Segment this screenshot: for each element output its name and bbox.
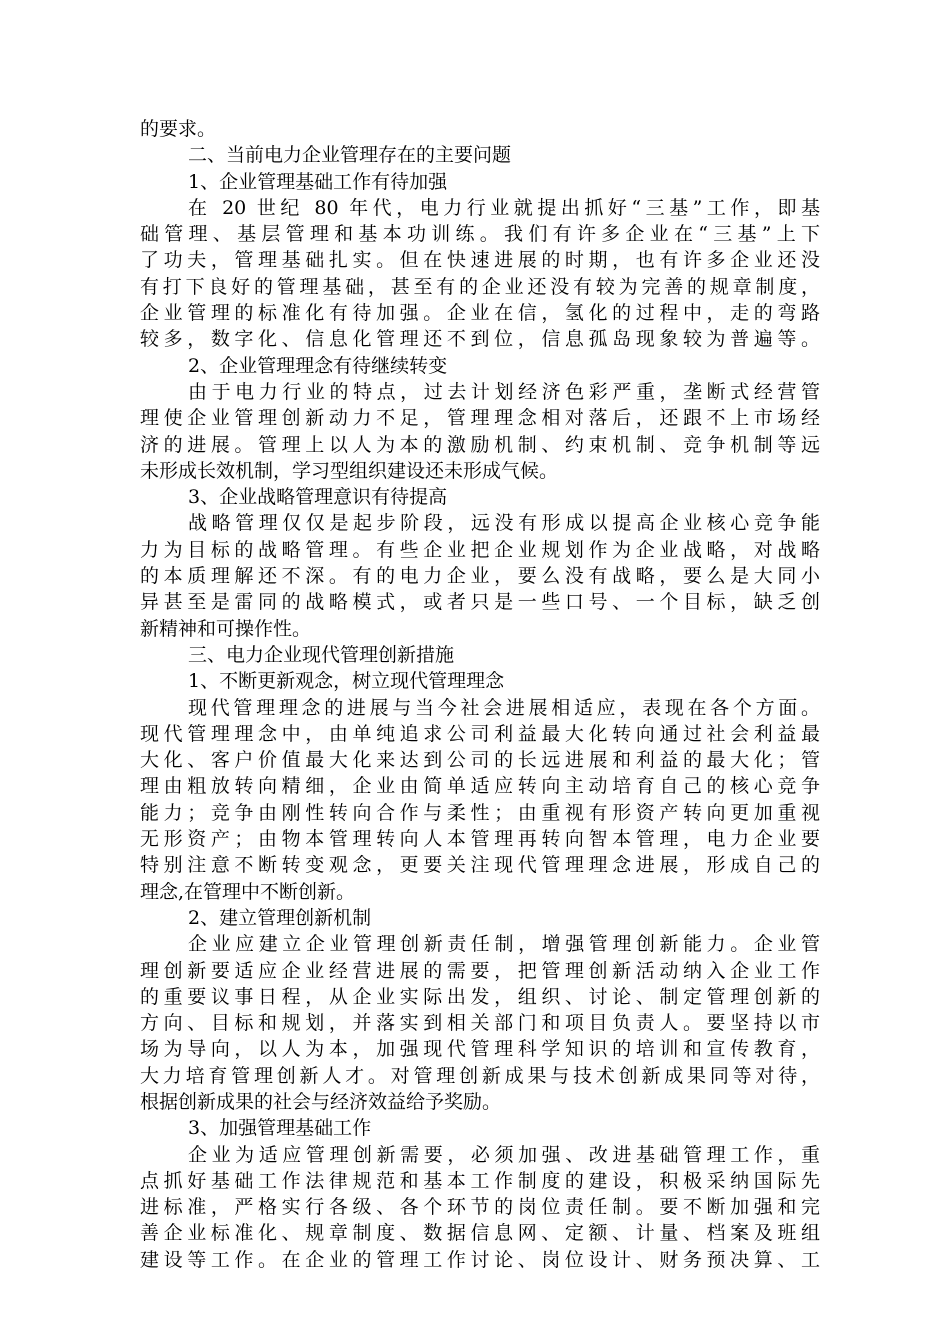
text-line: 有打下良好的管理基础，甚至有的企业还没有较为完善的规章制度， <box>140 275 820 298</box>
text-line: 较多，数字化、信息化管理还不到位，信息孤岛现象较为普遍等。 <box>140 328 820 351</box>
text-line: 力为目标的战略管理。有些企业把企业规划作为企业战略，对战略 <box>140 538 820 561</box>
text-line: 场为导向，以人为本，加强现代管理科学知识的培训和宣传教育， <box>140 1038 820 1061</box>
text-line: 3、加强管理基础工作 <box>188 1117 372 1140</box>
text-line: 3、企业战略管理意识有待提高 <box>188 486 448 509</box>
text-line: 建设等工作。在企业的管理工作讨论、岗位设计、财务预决算、工 <box>140 1248 820 1271</box>
text-line: 在 20 世纪 80 年代，电力行业就提出抓好“三基”工作，即基 <box>188 196 820 219</box>
text-line: 1、企业管理基础工作有待加强 <box>188 170 448 193</box>
text-line: 1、不断更新观念，树立现代管理理念 <box>188 670 505 693</box>
text-line: 了功夫，管理基础扎实。但在快速进展的时期，也有许多企业还没 <box>140 249 820 272</box>
text-line: 的本质理解还不深。有的电力企业，要么没有战略，要么是大同小 <box>140 565 820 588</box>
text-line: 三、电力企业现代管理创新措施 <box>188 643 455 666</box>
text-line: 二、当前电力企业管理存在的主要问题 <box>188 144 512 167</box>
text-line: 大力培育管理创新人才。对管理创新成果与技术创新成果同等对待， <box>140 1064 820 1087</box>
text-line: 础管理、基层管理和基本功训练。我们有许多企业在“三基”上下 <box>140 223 820 246</box>
text-line: 理由粗放转向精细，企业由简单适应转向主动培育自己的核心竞争 <box>140 775 820 798</box>
text-line: 企业应建立企业管理创新责任制，增强管理创新能力。企业管 <box>188 933 820 956</box>
text-line: 无形资产；由物本管理转向人本管理再转向智本管理，电力企业要 <box>140 828 820 851</box>
text-line: 企业为适应管理创新需要，必须加强、改进基础管理工作，重 <box>188 1143 820 1166</box>
text-line: 2、建立管理创新机制 <box>188 906 372 929</box>
text-line: 现代管理理念中，由单纯追求公司利益最大化转向通过社会利益最 <box>140 722 820 745</box>
text-line: 进标准，严格实行各级、各个环节的岗位责任制。要不断加强和完 <box>140 1196 820 1219</box>
text-line: 的重要议事日程，从企业实际出发，组织、讨论、制定管理创新的 <box>140 985 820 1008</box>
text-line: 新精神和可操作性。 <box>140 617 312 640</box>
text-line: 2、企业管理理念有待继续转变 <box>188 354 448 377</box>
text-line: 战略管理仅仅是起步阶段，远没有形成以提高企业核心竞争能 <box>188 512 820 535</box>
text-line: 特别注意不断转变观念，更要关注现代管理理念进展，形成自己的 <box>140 854 820 877</box>
text-line: 现代管理理念的进展与当今社会进展相适应，表现在各个方面。 <box>188 696 820 719</box>
text-line: 济的进展。管理上以人为本的激励机制、约束机制、竞争机制等远 <box>140 433 820 456</box>
text-line: 根据创新成果的社会与经济效益给予奖励。 <box>140 1090 502 1113</box>
document-body-text <box>140 116 820 1273</box>
text-line: 方向、目标和规划，并落实到相关部门和项目负责人。要坚持以市 <box>140 1012 820 1035</box>
text-line: 理创新要适应企业经营进展的需要，把管理创新活动纳入企业工作 <box>140 959 820 982</box>
text-line: 理使企业管理创新动力不足，管理理念相对落后，还跟不上市场经 <box>140 407 820 430</box>
text-line: 点抓好基础工作法律规范和基本工作制度的建设，积极采纳国际先 <box>140 1169 820 1192</box>
text-line: 由于电力行业的特点，过去计划经济色彩严重，垄断式经营管 <box>188 380 820 403</box>
text-line: 企业管理的标准化有待加强。企业在信，氢化的过程中，走的弯路 <box>140 302 820 325</box>
text-line: 未形成长效机制，学习型组织建设还未形成气候。 <box>140 459 559 482</box>
text-line: 异甚至是雷同的战略模式，或者只是一些口号、一个目标，缺乏创 <box>140 591 820 614</box>
text-line: 的要求。 <box>140 118 217 140</box>
text-line: 大化、客户价值最大化来达到公司的长远进展和利益的最大化；管 <box>140 749 820 772</box>
text-line: 理念,在管理中不断创新。 <box>140 880 356 903</box>
text-line: 善企业标准化、规章制度、数据信息网、定额、计量、档案及班组 <box>140 1222 820 1245</box>
text-line: 能力；竞争由刚性转向合作与柔性；由重视有形资产转向更加重视 <box>140 801 820 824</box>
